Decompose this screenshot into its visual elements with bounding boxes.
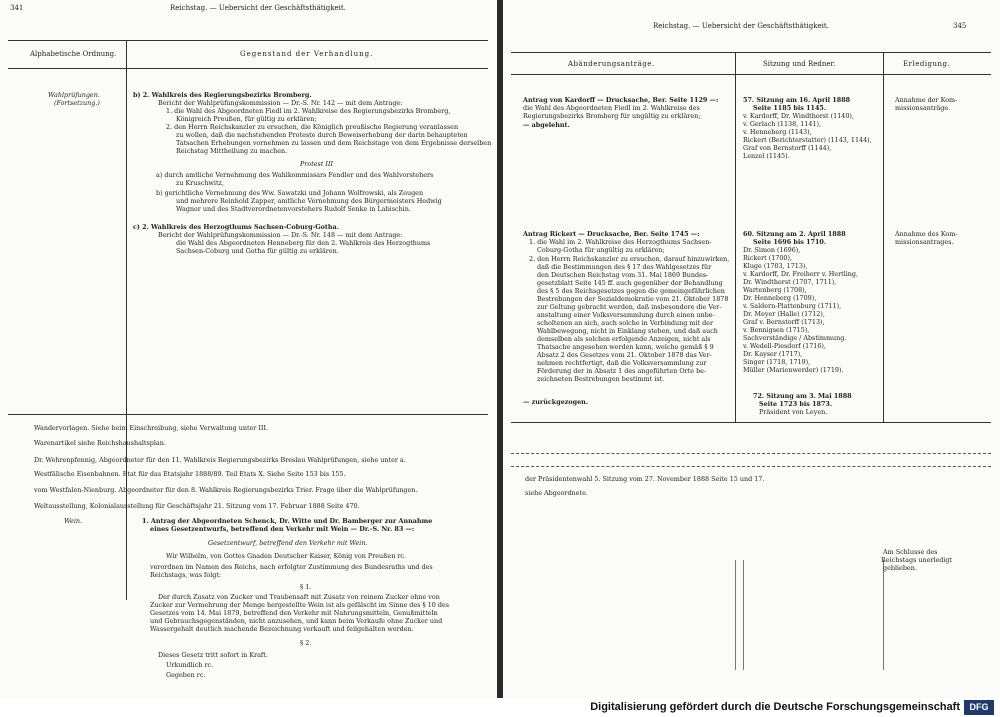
outcome-line: Annahme des Kom- — [895, 230, 958, 238]
column-divider-lower-1 — [735, 560, 736, 670]
header-rule-bottom — [8, 68, 488, 69]
wein-line: Gegeben rc. — [166, 671, 206, 679]
footer-bar — [0, 698, 1000, 717]
session-line: Graf v. Bernstorff (1713), — [743, 318, 825, 326]
session-line: v. Henneberg (1143), — [743, 128, 812, 136]
wein-line: verordnen im Namen des Reichs, nach erfolgter Zustimmung des Bundesraths und des — [150, 563, 433, 571]
amendment-line: zeichneten Bestrebungen bestimmt ist. — [537, 375, 665, 383]
entry-line: Königreich Preußen, für gültig zu erklären; — [176, 115, 317, 123]
wein-line: Urkundlich rc. — [166, 661, 214, 669]
session-line: Präsident von Leyen. — [759, 408, 828, 416]
index-line: Wandervorlagen. Siehe beim Einschreibung, siehe Verwaltung unter III. — [34, 424, 268, 432]
session-line: v. Kardorff, Dr. Windthorst (1140), — [743, 112, 854, 120]
wein-line: Wassergehalt deutlich machende Bezeichnung verkauft und feilgehalten werden. — [150, 625, 414, 633]
index-line: vom Westfalen-Nienburg. Abgeordneter für den 8. Wahlkreis Regierungsbezirks Trier. Frage über die Wahlprüfungen. — [34, 486, 418, 494]
header-rule-top — [511, 52, 991, 53]
column-head-2: Sitzung und Redner. — [763, 60, 836, 68]
amendment-line: daß die Bestimmungen des § 17 des Wahlgesetzes für — [537, 263, 712, 271]
keyword-wein: Wein. — [64, 517, 83, 525]
footer-credit: Digitalisierung gefördert durch die Deutsche Forschungsgemeinschaft — [590, 701, 960, 713]
session-line: v. Bennigsen (1715), — [743, 326, 810, 334]
index-line: siehe Abgeordnete. — [525, 489, 588, 497]
amendment-line: Thatsache angesehen werden kann, welche gemäß § 9 — [537, 343, 714, 351]
session-line: Graf von Bernstorff (1144), — [743, 144, 832, 152]
page-number: 345 — [953, 22, 967, 30]
outcome-line: missionsantrages. — [895, 238, 954, 246]
amendment-line: des § 5 des Reichsgesetzes gegen die gemeingefährlichen — [537, 287, 725, 295]
session-line: Seite 1723 bis 1873. — [759, 400, 833, 408]
final-outcome-line: Reichstags unerledigt — [881, 556, 953, 564]
entry-line: Wagner und des Stadtverordnetenvorstehers Rudolf Senke in Labischin. — [176, 205, 411, 213]
session-line: Sachverständige / Abstimmung. — [743, 334, 847, 342]
session-line: Singer (1718, 1719), — [743, 358, 811, 366]
entry-line: Protest III — [300, 160, 334, 168]
session-line: v. Saldern-Plattenburg (1711), — [743, 302, 842, 310]
dotted-rule — [511, 466, 991, 467]
entry-line: Reichstag Mittheilung zu machen. — [176, 147, 288, 155]
session-line: v. Gerlach (1138, 1141), — [743, 120, 822, 128]
outcome-line: Annahme der Kom- — [895, 96, 958, 104]
final-outcome-line: Am Schlusse des — [883, 548, 938, 556]
session-line: 60. Sitzung am 2. April 1888 — [743, 230, 846, 238]
index-line: Warenartikel siehe Reichshaushaltsplan. — [34, 439, 166, 447]
column-divider-lower-3 — [883, 560, 884, 670]
running-head: Reichstag. — Uebersicht der Geschäftsthätigkeit. — [170, 4, 346, 12]
amendment-line: Regierungsbezirks Bromberg für ungültig zu erklären; — [523, 112, 701, 120]
session-line: Dr. Henneberg (1709), — [743, 294, 817, 302]
column-head-left: Alphabetische Ordnung. — [30, 50, 117, 58]
running-head: Reichstag. — Uebersicht der Geschäftsthätigkeit. — [653, 22, 829, 30]
amendment-line: Absatz 2 des Gesetzes vom 21. Oktober 1878 das Ver- — [537, 351, 712, 359]
wein-line: Reichstags, was folgt: — [150, 571, 222, 579]
amendment-line: 2. den Herrn Reichskanzler zu ersuchen, darauf hinzuwirken, — [529, 255, 730, 263]
right-page — [503, 0, 1000, 698]
entry-line: b) gerichtliche Vernehmung des Ww. Sawatzki und Johann Wolfrowski, als Zeugen — [156, 189, 424, 197]
entry-line: a) durch amtliche Vernehmung des Wahlkommissars Fendler und des Wahlvorstehers — [156, 171, 434, 179]
column-head-right: Gegenstand der Verhandlung. — [240, 50, 374, 58]
session-line: v. Kardorff, Dr. Freiherr v. Hertling, — [743, 270, 859, 278]
wein-line: Wir Wilhelm, von Gottes Gnaden Deutscher Kaiser, König von Preußen rc. — [166, 552, 407, 560]
column-divider — [126, 40, 127, 600]
amendment-line: Antrag von Kardorff — Drucksache, Ber. Seite 1129 —: — [523, 96, 719, 104]
left-page — [0, 0, 497, 698]
amendment-line: den Deutschen Reichstag vom 31. Mai 1869 Bundes- — [537, 271, 709, 279]
section-rule — [8, 414, 488, 415]
amendment-line: — abgelehnt. — [523, 121, 570, 129]
index-line: Dr. Wehrenpfennig, Abgeordneter für den 11. Wahlkreis Regierungsbezirks Breslau Wahlprüfungen, siehe unter a. — [34, 456, 406, 464]
session-line: Seite 1185 bis 1145. — [753, 104, 827, 112]
amendment-line: 1. die Wahl im 2. Wahlkreise des Herzogthums Sachsen- — [529, 238, 712, 246]
session-line: 72. Sitzung am 3. Mai 1888 — [753, 392, 852, 400]
column-head-1: Abänderungsanträge. — [568, 60, 655, 68]
session-line: Müller (Marienwerder) (1719). — [743, 366, 844, 374]
entry-line: Sachsen-Coburg und Gotha für gültig zu erklären. — [176, 247, 339, 255]
amendment-line: — zurückgezogen. — [523, 398, 589, 406]
entry-line: zu Kruschwitz, — [176, 179, 224, 187]
wein-line: Dieses Gesetz tritt sofort in Kraft. — [158, 651, 268, 659]
amendment-line: gesetzblatt Seite 145 ff. auch gegenüber der Behandlung — [537, 279, 723, 287]
index-line: Weltausstellung, Kolonialausstellung für Geschäftsjahr 21. Sitzung vom 17. Februar 1888 Seite 470. — [34, 502, 360, 510]
dfg-logo: DFG — [964, 700, 994, 715]
amendment-line: nehmen rechtfertigt, daß die Volksversammlung zur — [537, 359, 707, 367]
page-number: 341 — [10, 4, 24, 12]
session-line: Rickert (1700), — [743, 254, 793, 262]
column-divider-1 — [735, 52, 736, 422]
amendment-line: Coburg-Gotha für ungültig zu erklären; — [537, 246, 665, 254]
amendment-line: scholtenen an sich, auch solche in Verbindung mit der — [537, 319, 714, 327]
session-line: Dr. Kayser (1717), — [743, 350, 803, 358]
entry-line: Bericht der Wahlprüfungskommission — Dr.-S. Nr. 142 — mit dem Antrage: — [158, 99, 403, 107]
amendment-line: zur Geltung gebracht werden, daß insbesondere die Ver- — [537, 303, 722, 311]
wein-line: Gesetzentwurf, betreffend den Verkehr mit Wein. — [208, 539, 368, 547]
session-line: Wartenberg (1708), — [743, 286, 807, 294]
entry-line: 2. den Herrn Reichskanzler zu ersuchen, die Königlich preußische Regierung veranlassen — [166, 123, 459, 131]
amendment-line: Bestrebungen der Sozialdemokratie vom 21. Oktober 1878 — [537, 295, 729, 303]
keyword-fortsetzung: (Fortsetzung.) — [54, 99, 100, 107]
wein-line: 1. Antrag der Abgeordneten Schenck, Dr. Witte und Dr. Bamberger zur Annahme — [142, 517, 433, 525]
session-line: 57. Sitzung am 16. April 1888 — [743, 96, 851, 104]
entry-line: Bericht der Wahlprüfungskommission — Dr.-S. Nr. 148 — mit dem Antrage: — [158, 231, 403, 239]
session-line: Lenzel (1145). — [743, 152, 790, 160]
session-line: v. Wedell-Piesdorf (1716), — [743, 342, 826, 350]
header-rule-bottom — [511, 74, 991, 75]
dotted-rule — [511, 453, 991, 454]
session-line: Dr. Meyer (Halle) (1712), — [743, 310, 825, 318]
wein-line: § 2. — [300, 639, 312, 647]
amendment-line: anstaltung einer Volksversammlung durch einen unbe- — [537, 311, 715, 319]
wein-line: § 1. — [300, 583, 312, 591]
entry-line: und mehrere Reinhold Zapper, amtliche Vernehmung des Bürgermeisters Hedwig — [176, 197, 442, 205]
entry-line: Tatsachen Erhebungen vornehmen zu lassen und dem Reichstage von dem Ergebnisse derselben — [176, 139, 492, 147]
session-line: Seite 1696 bis 1710. — [753, 238, 827, 246]
index-line: der Präsidentenwahl 5. Sitzung vom 27. November 1888 Seite 15 und 17. — [525, 475, 765, 483]
amendment-line: Wahlbewegung, nicht in Einklang stehen, und daß auch — [537, 327, 718, 335]
entry-line: die Wahl des Abgeordneten Henneberg für den 2. Wahlkreis des Herzogthums — [176, 239, 431, 247]
wein-line: Zucker zur Vermehrung der Menge hergestellte Wein ist als gefälscht im Sinne des § 10 des — [150, 601, 450, 609]
wein-line: Gesetzes vom 14. Mai 1879, betreffend den Verkehr mit Nahrungsmitteln, Genußmitteln — [150, 609, 438, 617]
amendment-line: Förderung der in Absatz 1 des angeführten Orte be- — [537, 367, 707, 375]
amendment-line: demselben als solchen erfolgende Anzeigen, nicht als — [537, 335, 711, 343]
column-divider-2 — [883, 52, 884, 422]
column-divider-lower-2 — [743, 560, 744, 670]
wein-line: und Gebrauchsgegenständen, nicht anzusehen, und kann beim Verkaufe ohne Zucker und — [150, 617, 443, 625]
session-line: Kluge (1703, 1713), — [743, 262, 808, 270]
entry-line: b) 2. Wahlkreis des Regierungsbezirks Bromberg. — [133, 91, 312, 99]
outcome-line: missionsanträge. — [895, 104, 951, 112]
final-outcome-line: geblieben. — [883, 564, 917, 572]
section-rule — [511, 422, 991, 423]
wein-line: eines Gesetzentwurfs, betreffend den Verkehr mit Wein — Dr.-S. Nr. 83 —: — [150, 525, 415, 533]
session-line: Rickert (Berichterstatter) (1143, 1144), — [743, 136, 872, 144]
keyword-wahlpruefungen: Wahlprüfungen. — [48, 91, 100, 99]
amendment-line: Antrag Rickert — Drucksache, Ber. Seite 1745 —: — [523, 230, 700, 238]
amendment-line: die Wahl des Abgeordneten Fiedl im 2. Wahlkreise des — [523, 104, 700, 112]
wein-line: Der durch Zusatz von Zucker und Traubensaft mit Zusatz von reinem Zucker ohne von — [158, 593, 440, 601]
entry-line: 1. die Wahl des Abgeordneten Fiedl im 2. Wahlkreise des Regierungsbezirks Bromberg, — [166, 107, 451, 115]
header-rule-top — [8, 40, 488, 41]
column-head-3: Erledigung. — [903, 60, 951, 68]
entry-line: c) 2. Wahlkreis des Herzogthums Sachsen-Coburg-Gotha. — [133, 223, 339, 231]
session-line: Dr. Windthorst (1707, 1711), — [743, 278, 837, 286]
session-line: Dr. Simon (1696), — [743, 246, 801, 254]
entry-line: zu wollen, daß die nachstehenden Proteste durch Beweiserhebung der darin behaupteten — [176, 131, 468, 139]
index-line: Westfälische Eisenbahnen. Etat für das Etatsjahr 1888/89. Teil Etats X. Siehe Seite 153 bis 155. — [34, 470, 346, 478]
